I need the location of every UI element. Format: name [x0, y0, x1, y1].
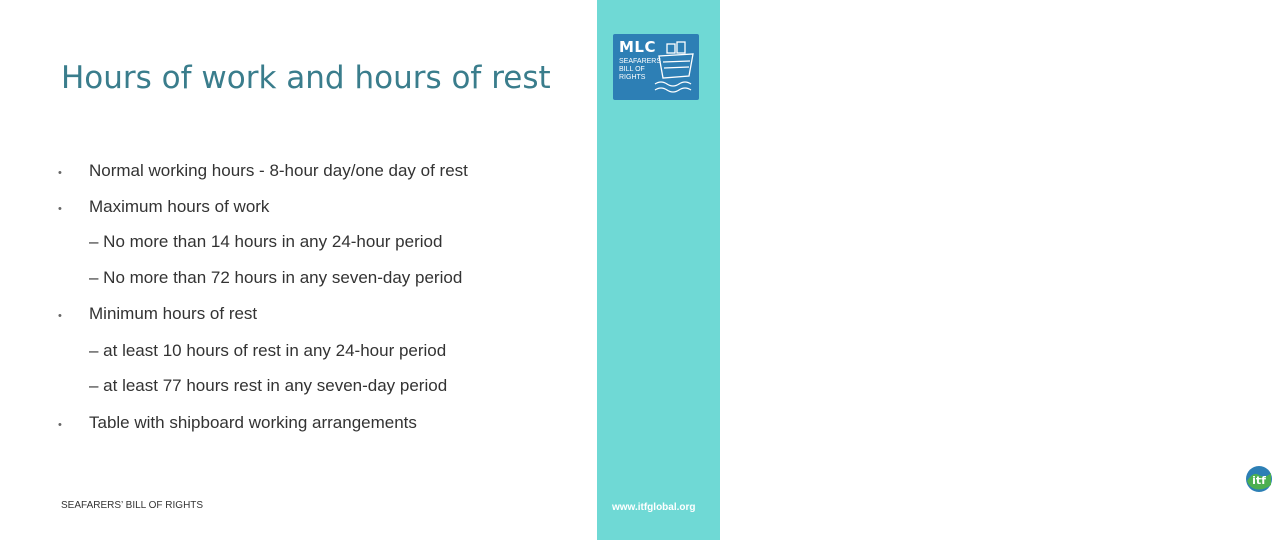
itf-globe-icon — [1243, 463, 1275, 495]
sidebar — [597, 0, 1266, 540]
bullet-text: Normal working hours - 8-hour day/one day of rest — [89, 161, 468, 180]
website-link[interactable]: www.itfglobal.org — [612, 502, 696, 513]
bullet-marker: • — [58, 203, 62, 215]
slide-title: Hours of work and hours of rest — [61, 60, 551, 96]
logo-subtitle: SEAFARERS BILL OF RIGHTS — [619, 58, 662, 81]
svg-text:itf: itf — [1252, 474, 1266, 487]
logo-title: MLC — [619, 38, 656, 56]
mlc-logo — [613, 34, 699, 100]
sub-bullet-text: – No more than 72 hours in any seven-day period — [89, 268, 463, 287]
bullet-marker: • — [58, 167, 62, 179]
bullet-text: Maximum hours of work — [89, 197, 270, 216]
bullet-marker: • — [58, 310, 62, 322]
sub-bullet-text: – No more than 14 hours in any 24-hour period — [89, 232, 443, 251]
bullet-text: Minimum hours of rest — [89, 304, 258, 323]
sub-bullet-text: – at least 77 hours rest in any seven-day period — [89, 376, 448, 395]
bullet-marker: • — [58, 419, 62, 431]
sub-bullet-text: – at least 10 hours of rest in any 24-hour period — [89, 341, 447, 360]
ship-icon — [653, 40, 697, 98]
footer-label: SEAFARERS’ BILL OF RIGHTS — [61, 500, 204, 511]
bullet-text: Table with shipboard working arrangements — [89, 413, 417, 432]
